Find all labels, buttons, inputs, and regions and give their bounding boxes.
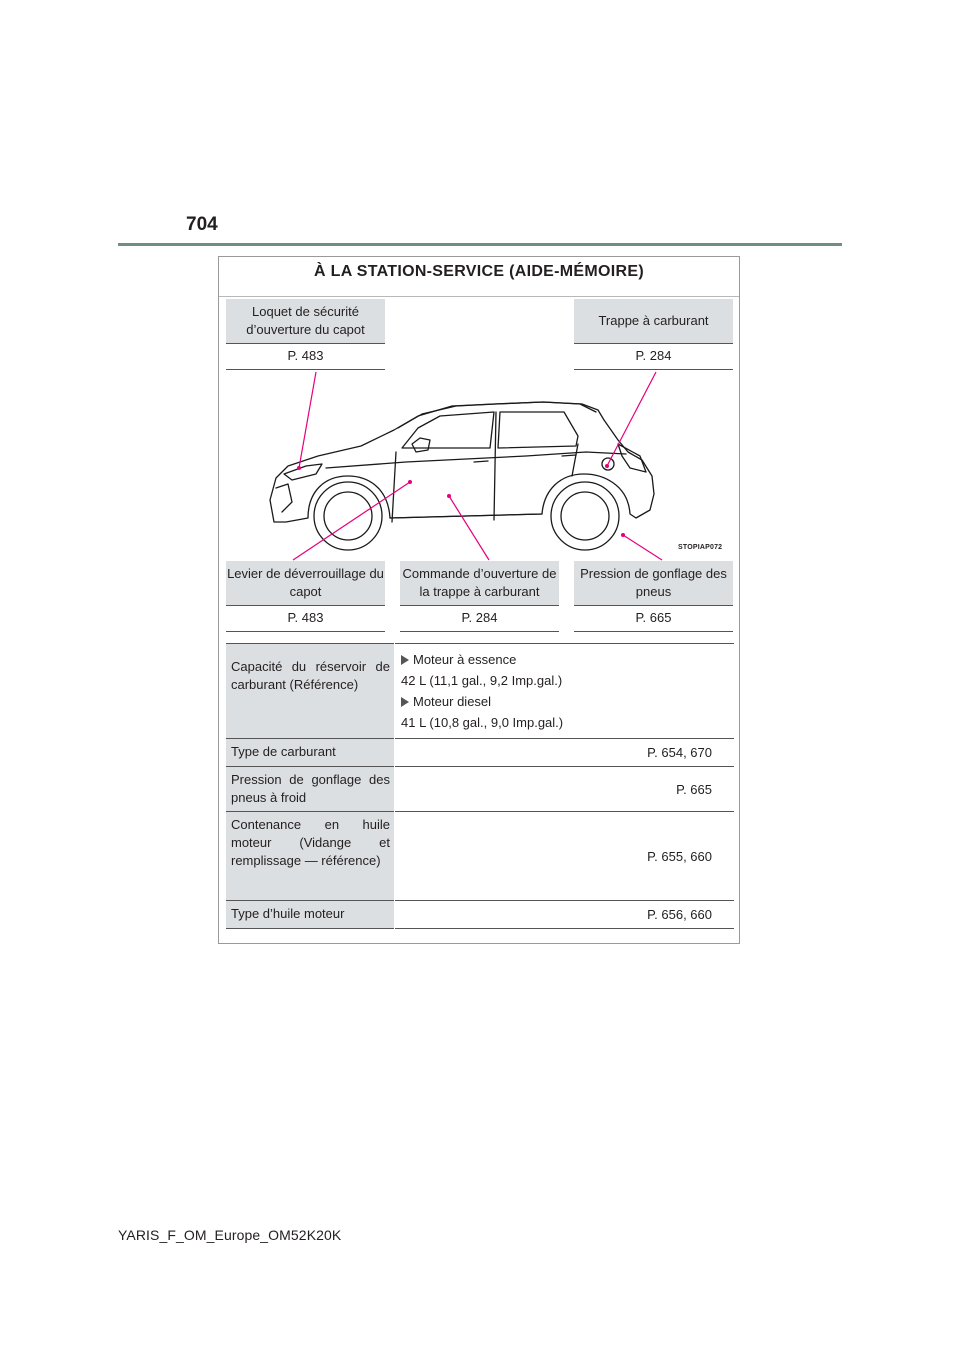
spec-label: Capacité du réservoir de carburant (Référence) <box>226 644 395 739</box>
spec-page-ref: P. 655, 660 <box>647 848 712 864</box>
callout-label: Trappe à carburant <box>574 299 733 344</box>
table-row-oil-capacity <box>226 812 734 901</box>
page-number: 704 <box>186 214 218 235</box>
spec-table <box>226 643 734 929</box>
title-divider <box>219 296 739 297</box>
petrol-capacity: 42 L (11,1 gal., 9,2 Imp.gal.) <box>401 673 563 688</box>
bullet-arrow-icon <box>401 655 409 665</box>
callout-page-ref: P. 284 <box>400 606 559 632</box>
rear-wheel <box>551 482 619 550</box>
character-line <box>326 452 626 468</box>
table-row-fuel-capacity <box>226 644 734 739</box>
callout-page-ref: P. 284 <box>574 344 733 370</box>
callout-page-ref: P. 483 <box>226 344 385 370</box>
callout-fuel-door-opener <box>400 561 559 632</box>
spec-label: Pression de gonflage des pneus à froid <box>226 767 395 812</box>
middle-door-line <box>494 412 496 520</box>
headlight <box>284 464 322 480</box>
callout-label: Commande d’ouverture de la trappe à carburant <box>400 561 559 606</box>
tail-light <box>618 444 646 472</box>
side-sill <box>390 514 542 518</box>
spec-label: Type d’huile moteur <box>226 901 395 929</box>
callout-fuel-filler-door <box>574 299 733 370</box>
document-footer: YARIS_F_OM_Europe_OM52K20K <box>118 1227 342 1243</box>
callout-page-ref: P. 665 <box>574 606 733 632</box>
spec-page-ref: P. 654, 670 <box>647 745 712 760</box>
spec-page-ref: P. 656, 660 <box>647 907 712 922</box>
callout-tire-pressure <box>574 561 733 632</box>
diesel-capacity: 41 L (10,8 gal., 9,0 Imp.gal.) <box>401 715 564 730</box>
spec-label: Contenance en huile moteur (Vidange et remplissage — référence) <box>226 812 395 901</box>
callout-hood-safety-latch <box>226 299 385 370</box>
spec-value <box>395 644 735 739</box>
spec-label: Type de carburant <box>226 739 395 767</box>
callout-page-ref: P. 483 <box>226 606 385 632</box>
callout-label: Pression de gonflage des pneus <box>574 561 733 606</box>
rear-door-handle <box>562 455 576 456</box>
diesel-heading: Moteur diesel <box>413 694 492 709</box>
bullet-arrow-icon <box>401 697 409 707</box>
side-mirror <box>412 438 430 452</box>
header-rule <box>118 243 842 246</box>
petrol-heading: Moteur à essence <box>413 652 517 667</box>
front-bumper <box>276 484 292 512</box>
callout-label: Levier de déverrouillage du capot <box>226 561 385 606</box>
front-wheel <box>314 482 382 550</box>
rear-door-line <box>572 444 578 476</box>
callout-hood-release-lever <box>226 561 385 632</box>
panel-title: À LA STATION-SERVICE (AIDE-MÉMOIRE) <box>314 263 644 280</box>
fuel-door <box>602 458 614 470</box>
spec-page-ref: P. 665 <box>676 781 712 797</box>
rear-window <box>498 412 578 448</box>
table-row-tire-pressure <box>226 767 734 812</box>
table-row-fuel-type <box>226 739 734 767</box>
diagram-code: STOPIAP072 <box>678 544 723 551</box>
front-door-handle <box>474 461 488 462</box>
callout-label: Loquet de sécurité d’ouverture du capot <box>226 299 385 344</box>
table-row-oil-type <box>226 901 734 929</box>
car-side-view-diagram <box>226 372 734 562</box>
